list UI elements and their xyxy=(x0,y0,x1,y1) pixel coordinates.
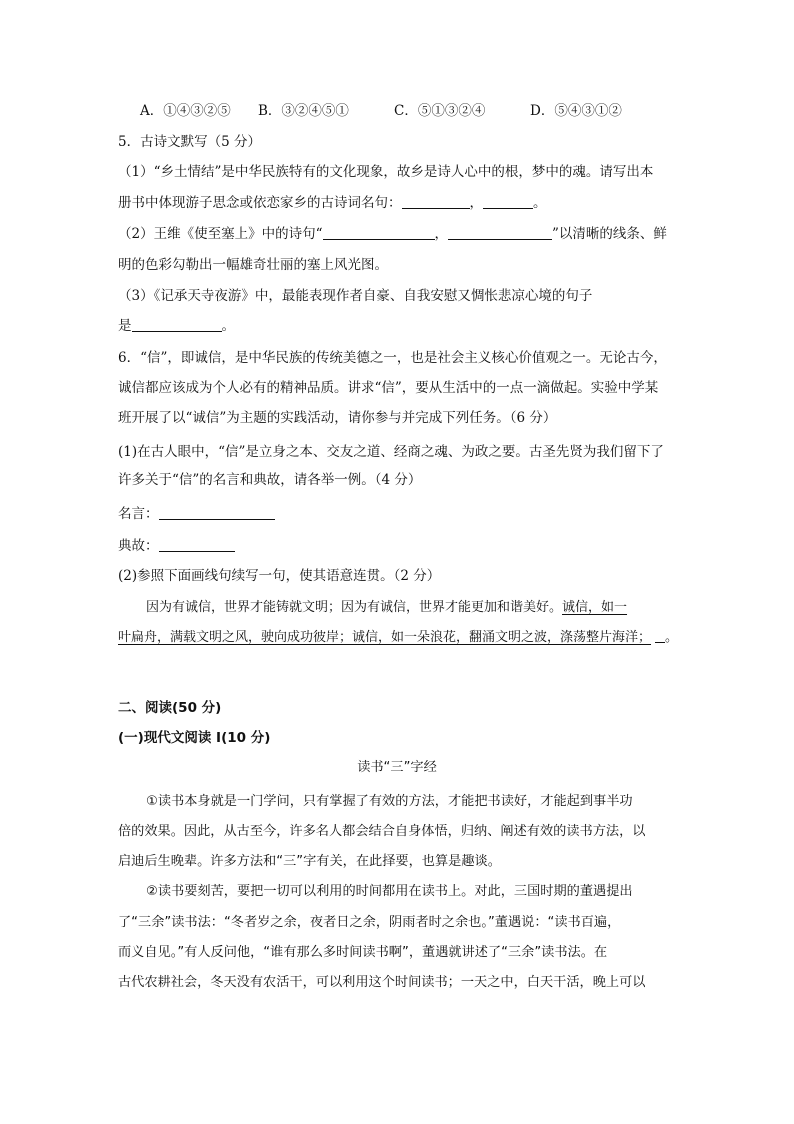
q6-sub2-text: 因为有诚信，世界才能铸就文明；因为有诚信，世界才能更加和谐美好。 xyxy=(146,600,563,615)
q6-sub2-line1: (2)参照下面画线句续写一句，使其语意连贯。（2 分） xyxy=(118,568,441,584)
q5-part2-blank-2[interactable] xyxy=(448,225,552,240)
q5-heading: 5．古诗文默写（5 分） xyxy=(118,134,261,150)
q4-option-c[interactable]: C．⑤①③②④ xyxy=(394,103,486,119)
article-p2-line4: 古代农耕社会，冬天没有农活干，可以利用这个时间读书；一天之中，白天干活，晚上可以 xyxy=(118,975,646,990)
article-title: 读书“三”字经 xyxy=(357,760,437,775)
q5-part3-line2 xyxy=(118,316,235,336)
q4-option-b[interactable]: B．③②④⑤① xyxy=(258,103,349,119)
q5-part2-line2: 明的色彩勾勒出一幅雄奇壮丽的塞上风光图。 xyxy=(118,257,388,273)
article-p1-line2: 倍的效果。因此，从古至今，许多名人都会结合自身体悟，归纳、阐述有效的读书方法，以 xyxy=(118,824,646,839)
q6-line3: 班开展了以“诚信”为主题的实践活动，请你参与并完成下列任务。（6 分） xyxy=(118,410,557,426)
q5-part2-line1 xyxy=(118,224,667,244)
q5-part2-suffix: ”以清晰的线条、鲜 xyxy=(552,226,667,242)
q5-part3-end: 。 xyxy=(221,318,235,334)
article-p2-line1: ②读书要刻苦，要把一切可以利用的时间都用在读书上。对此，三国时期的董遇提出 xyxy=(146,884,633,899)
q6-sub2-text-line2 xyxy=(118,628,678,648)
q6-quote-label: 名言： xyxy=(118,506,159,522)
article-p1-line1: ①读书本身就是一门学问，只有掌握了有效的方法，才能把书读好，才能起到事半功 xyxy=(146,794,633,809)
q5-part1-prompt: 册书中体现游子思念或依恋家乡的古诗词名句： xyxy=(118,195,402,211)
q6-sub1-line2: 许多关于“信”的名言和典故，请各举一例。（4 分） xyxy=(118,472,422,488)
q4-option-d[interactable]: D．⑤④③①② xyxy=(530,103,622,119)
q6-line1: 6．“信”，即诚信，是中华民族的传统美德之一，也是社会主义核心价值观之一。无论古今， xyxy=(118,350,667,366)
q5-part1-blank-2[interactable] xyxy=(483,194,533,209)
section2-subheading: (一)现代文阅读 I(10 分) xyxy=(118,730,271,746)
q5-part1-blank-1[interactable] xyxy=(402,194,470,209)
q5-part3-line1: （3）《记承天寺夜游》中，最能表现作者自豪、自我安慰又惆怅悲凉心境的句子 xyxy=(118,288,593,304)
q6-line2: 诚信都应该成为个人必有的精神品质。讲求“信”，要从生活中的一点一滴做起。实验中学某 xyxy=(118,380,659,396)
q4-options xyxy=(140,101,622,121)
q5-part1-line2 xyxy=(118,193,547,213)
q5-part2-sep: ， xyxy=(434,226,448,242)
q5-part2-blank-1[interactable] xyxy=(323,225,435,240)
q6-sub2-end: 。 xyxy=(665,630,679,645)
q5-part1-end: 。 xyxy=(533,195,547,211)
q4-option-a[interactable]: A．①④③②⑤ xyxy=(140,103,231,119)
q6-sub2-answer-blank[interactable] xyxy=(655,628,665,643)
q6-sub2-underlined-start: 诚信，如一 xyxy=(562,600,628,615)
q5-part1-sep: ， xyxy=(469,195,483,211)
q6-quote-blank[interactable] xyxy=(159,505,275,520)
q5-part1-line1: （1）“乡土情结”是中华民族特有的文化现象，故乡是诗人心中的根，梦中的魂。请写出本 xyxy=(118,164,654,180)
q5-part3-blank[interactable] xyxy=(132,317,222,332)
q5-part3-prompt: 是 xyxy=(118,318,132,334)
article-p2-line2: 了“三余”读书法：“冬者岁之余，夜者日之余，阴雨者时之余也。”董遇说：“读书百遍， xyxy=(118,915,621,930)
article-p2-line3: 而义自见。”有人反问他，“谁有那么多时间读书啊”，董遇就讲述了“三余”读书法。在 xyxy=(118,945,608,960)
q6-quote-row xyxy=(118,504,275,524)
q6-story-row xyxy=(118,536,235,556)
section2-heading: 二、阅读(50 分) xyxy=(118,700,222,716)
q6-sub1-line1: (1)在古人眼中，“信”是立身之本、交友之道、经商之魂、为政之要。古圣先贤为我们留下了 xyxy=(118,444,664,460)
article-p1-line3: 启迪后生晚辈。许多方法和“三”字有关，在此择要，也算是趣谈。 xyxy=(118,854,501,869)
q6-sub2-text-line1 xyxy=(146,598,627,618)
q6-story-label: 典故： xyxy=(118,538,159,554)
q6-story-blank[interactable] xyxy=(159,537,235,552)
q6-sub2-underlined-continued: 叶扁舟，满载文明之风，驶向成功彼岸；诚信，如一朵浪花，翻涌文明之波，涤荡整片海洋； xyxy=(118,630,652,645)
q5-part2-prompt: （2）王维《使至塞上》中的诗句“ xyxy=(118,226,323,242)
